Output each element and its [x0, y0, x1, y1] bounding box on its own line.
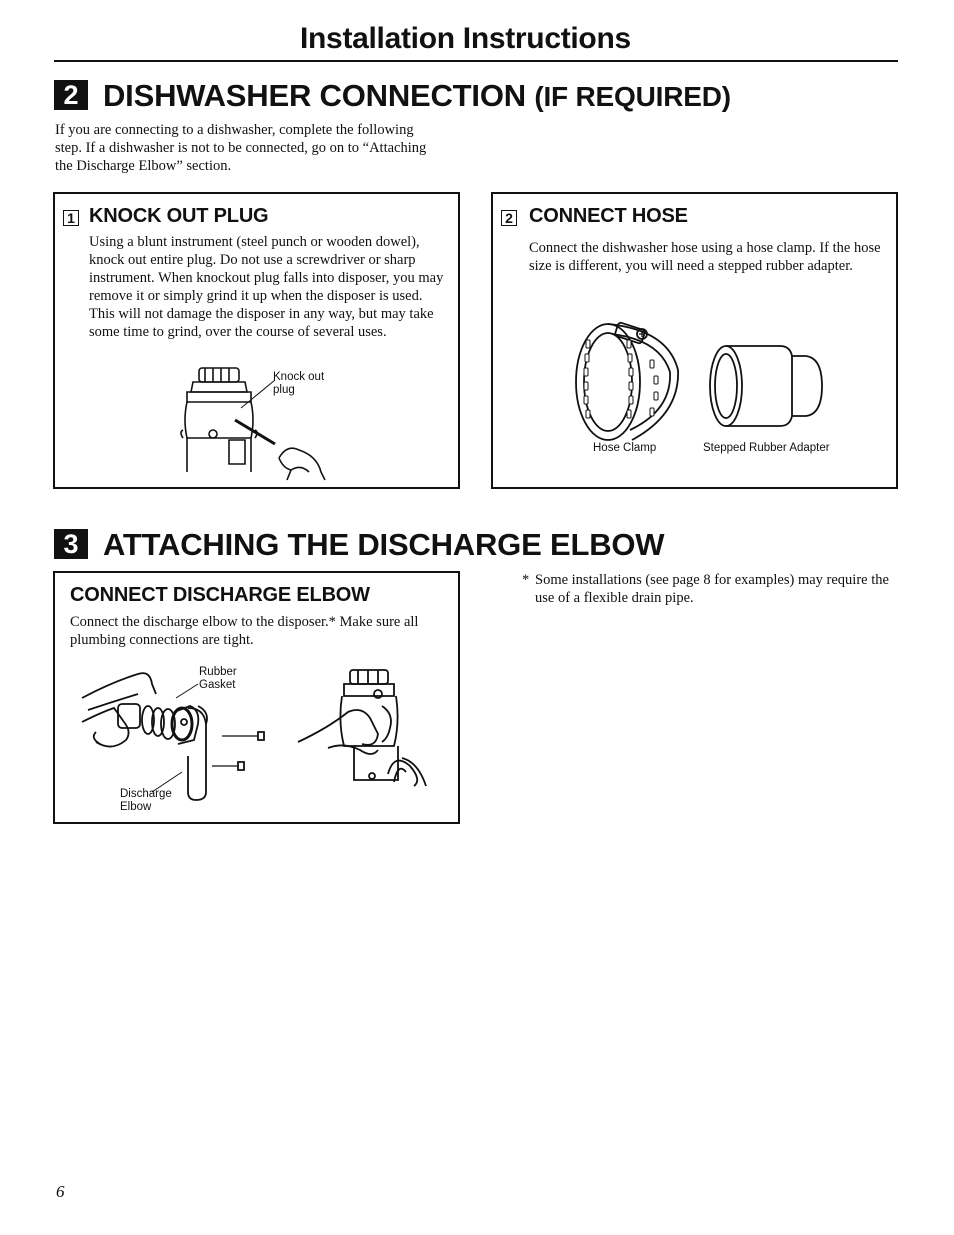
section-3-badge: 3: [54, 529, 88, 559]
hose-clamp-illustration: [572, 320, 684, 442]
header-divider: [54, 60, 898, 62]
rubber-gasket-callout-line2: Gasket: [199, 679, 236, 691]
rubber-gasket-callout-line1: Rubber: [199, 666, 237, 678]
connect-hose-panel: [491, 192, 898, 489]
footnote-marker: *: [522, 572, 530, 588]
footnote-text: Some installations (see page 8 for examples) may require the use of a flexible drain pipe.: [535, 572, 889, 606]
section-2-title-paren: (IF REQUIRED): [534, 81, 731, 112]
page-number: 6: [56, 1182, 65, 1201]
discharge-elbow-callout-line2: Elbow: [120, 801, 152, 813]
section-3-title: ATTACHING THE DISCHARGE ELBOW: [103, 527, 665, 562]
section-2-intro: If you are connecting to a dishwasher, complete the following step. If a dishwasher is not to be connected, go on to “Attaching the Discharge Elbow” section.: [55, 122, 427, 174]
knock-out-plug-callout-line2: plug: [273, 384, 295, 396]
hose-clamp-label: Hose Clamp: [593, 442, 657, 454]
knock-out-plug-title: KNOCK OUT PLUG: [89, 205, 269, 227]
discharge-elbow-callout: [120, 788, 172, 814]
stepped-rubber-adapter-label: Stepped Rubber Adapter: [703, 442, 830, 454]
knock-out-plug-callout: [273, 371, 324, 397]
step-1-number: 1: [63, 210, 79, 226]
section-2-title-main: DISHWASHER CONNECTION: [103, 78, 535, 113]
section-2-title: [103, 78, 731, 114]
connect-hose-text: Connect the dishwasher hose using a hose clamp. If the hose size is different, you will need a stepped rubber adapter.: [529, 240, 881, 274]
step-2-number: 2: [501, 210, 517, 226]
connect-discharge-elbow-text: Connect the discharge elbow to the disposer.* Make sure all plumbing connections are tight.: [70, 614, 419, 648]
knock-out-plug-callout-line1: Knock out: [273, 371, 325, 383]
discharge-elbow-exploded-illustration: [82, 662, 272, 802]
connect-discharge-elbow-title: CONNECT DISCHARGE ELBOW: [70, 584, 370, 606]
connect-hose-title: CONNECT HOSE: [529, 205, 688, 227]
discharge-elbow-callout-line1: Discharge: [120, 788, 172, 800]
rubber-gasket-callout: [199, 666, 237, 692]
section-2-badge: 2: [54, 80, 88, 110]
page-title: Installation Instructions: [300, 22, 631, 55]
stepped-rubber-adapter-illustration: [706, 342, 826, 432]
knock-out-plug-text: Using a blunt instrument (steel punch or wooden dowel), knock out entire plug. Do not use a screwdriver or sharp instrument. When knockout plug falls into disposer, you may remove it or simply grind it up when the disposer is used. This will not damage the disposer in any way, but may take some time to grind, over the course of several uses.: [89, 234, 444, 340]
disposer-hand-tightening-illustration: [298, 662, 438, 792]
